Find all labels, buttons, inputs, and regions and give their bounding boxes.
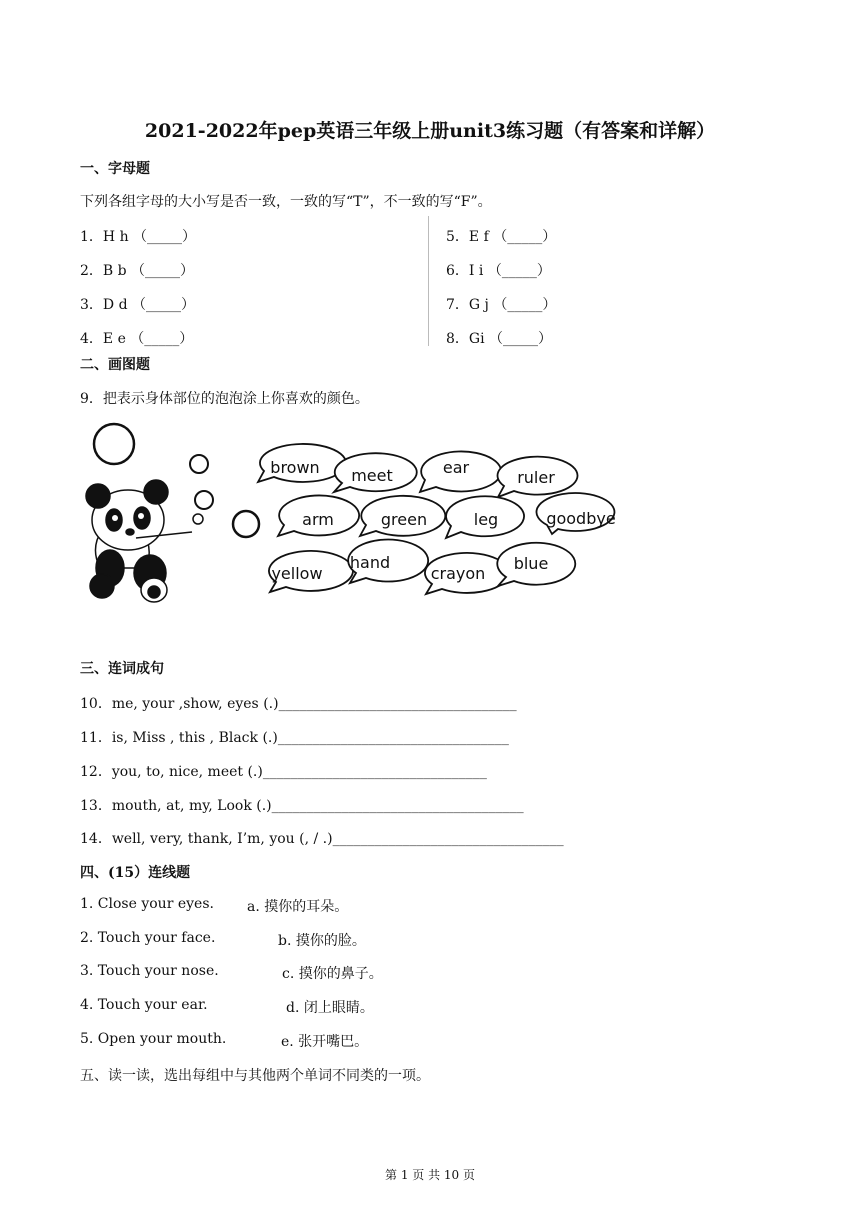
- letter-question-8: 8．Gi （_____）: [446, 331, 553, 347]
- bubble-blue: [497, 543, 575, 586]
- panda-illustration: [86, 480, 192, 602]
- bubble-goodbye: [536, 493, 615, 534]
- bubble-yellow: [269, 551, 353, 592]
- bubble-brown: [258, 444, 346, 482]
- sentence-question-11: 11．is, Miss , this , Black (.)_________________________________: [80, 730, 509, 746]
- page-title: 2021-2022年pep英语三年级上册unit3练习题（有答案和详解）: [144, 120, 716, 142]
- match-right-b: b. 摸你的脸。: [278, 933, 366, 949]
- letter-question-6: 6．I i （_____）: [446, 263, 551, 279]
- section-1-instruction: 下列各组字母的大小写是否一致，一致的写“T”，不一致的写“F”。: [80, 194, 492, 210]
- letter-question-2: 2．B b （_____）: [80, 263, 195, 279]
- section-3-heading: 三、连词成句: [80, 661, 164, 677]
- bubble-ruler: [498, 457, 578, 497]
- bubble-green: [360, 496, 445, 536]
- svg-text:leg: leg: [473, 510, 499, 529]
- match-left-5: 5. Open your mouth.: [80, 1031, 227, 1047]
- svg-text:ear: ear: [442, 458, 470, 477]
- svg-text:green: green: [380, 510, 428, 529]
- svg-text:hand: hand: [349, 553, 391, 572]
- match-left-3: 3. Touch your nose.: [80, 963, 219, 979]
- svg-text:blue: blue: [513, 554, 549, 573]
- bubble-meet: [334, 453, 417, 492]
- sentence-question-14: 14．well, very, thank, I’m, you (, / .)_________________________________: [80, 831, 564, 847]
- section-4-heading: 四、(15）连线题: [80, 865, 191, 881]
- sentence-question-13: 13．mouth, at, my, Look (.)____________________________________: [80, 798, 524, 814]
- section-2-question: 9．把表示身体部位的泡泡涂上你喜欢的颜色。: [80, 391, 369, 407]
- svg-text:goodbye: goodbye: [546, 509, 616, 528]
- sentence-question-10: 10．me, your ,show, eyes (.)__________________________________: [80, 696, 517, 712]
- column-divider: [428, 216, 429, 346]
- match-right-e: e. 张开嘴巴。: [281, 1034, 369, 1050]
- match-left-4: 4. Touch your ear.: [80, 997, 208, 1013]
- letter-question-3: 3．D d （_____）: [80, 297, 195, 313]
- sentence-question-12: 12．you, to, nice, meet (.)________________________________: [80, 764, 487, 780]
- bubble-leg: [446, 496, 524, 538]
- section-5-heading: 五、读一读，选出每组中与其他两个单词不同类的一项。: [80, 1068, 430, 1084]
- svg-text:ruler: ruler: [517, 468, 555, 487]
- page-footer: 第 1 页 共 10 页: [385, 1168, 475, 1182]
- match-right-a: a. 摸你的耳朵。: [247, 899, 349, 915]
- svg-text:brown: brown: [270, 458, 320, 477]
- bubble-crayon: [425, 553, 509, 594]
- letter-question-7: 7．G j （_____）: [446, 297, 557, 313]
- letter-question-4: 4．E e （_____）: [80, 331, 194, 347]
- match-right-d: d. 闭上眼睛。: [286, 1000, 374, 1016]
- svg-text:yellow: yellow: [271, 564, 323, 583]
- bubble-arm: [278, 495, 359, 536]
- svg-text:meet: meet: [351, 466, 393, 485]
- letter-question-1: 1．H h （_____）: [80, 229, 197, 245]
- section-2-heading: 二、画图题: [80, 357, 150, 373]
- letter-question-5: 5．E f （_____）: [446, 229, 557, 245]
- svg-text:crayon: crayon: [430, 564, 486, 583]
- bubble-hand: [348, 540, 428, 583]
- bubble-ear: [420, 451, 501, 492]
- svg-text:arm: arm: [302, 510, 334, 529]
- match-left-2: 2. Touch your face.: [80, 930, 216, 946]
- section-1-heading: 一、字母题: [80, 161, 150, 177]
- match-right-c: c. 摸你的鼻子。: [282, 966, 383, 982]
- match-left-1: 1. Close your eyes.: [80, 896, 214, 912]
- bubble-illustration: [80, 418, 640, 613]
